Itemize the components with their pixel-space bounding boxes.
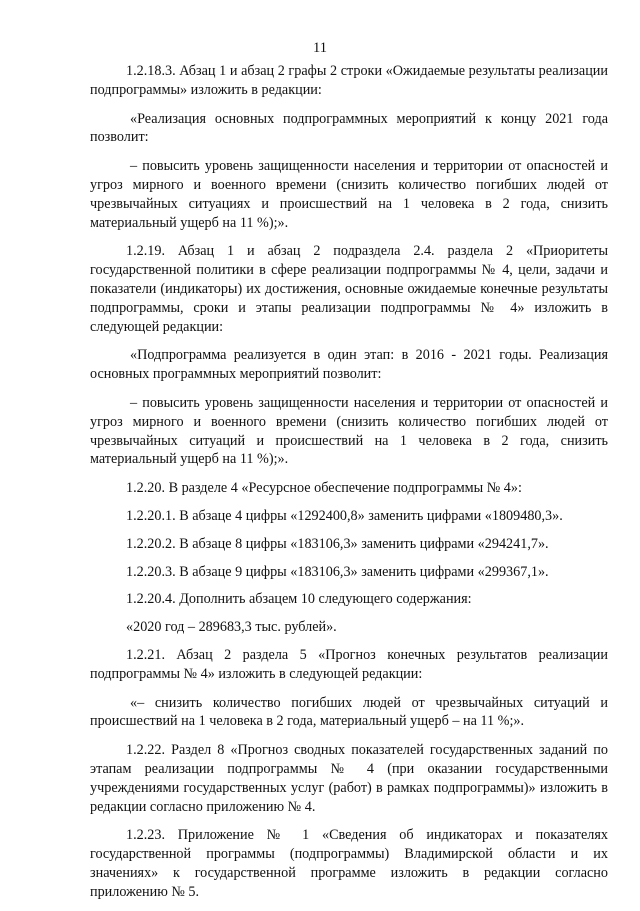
paragraph-1-2-20: 1.2.20. В разделе 4 «Ресурсное обеспечение подпрограммы № 4»: [126,480,522,497]
paragraph-1-2-21: 1.2.21. Абзац 2 раздела 5 «Прогноз конечных результатов реализации подпрограммы № 4» изложить в следующей редакции: [90,646,608,682]
paragraph-1-2-22: 1.2.22. Раздел 8 «Прогноз сводных показателей государственных заданий по этапам реализации подпрограммы № 4 (при оказании государственными учреждениями государственных услуг (работ) в рамках подпрограммы)» изложить в редакции согласно приложению № 4. [90,742,608,815]
paragraph-1-2-19: 1.2.19. Абзац 1 и абзац 2 подраздела 2.4. раздела 2 «Приоритеты государственной политики в сфере реализации подпрограммы № 4, цели, задачи и показатели (индикаторы) их достижения, основные ожидаемые конечные результаты подпрограммы, сроки и этапы реализации подпрограммы № 4» изложить в следующей редакции: [90,243,608,335]
paragraph-1-2-20-3: 1.2.20.3. В абзаце 9 цифры «183106,3» заменить цифрами «299367,1». [126,563,549,580]
paragraph-1-2-20-2: 1.2.20.2. В абзаце 8 цифры «183106,3» заменить цифрами «294241,7». [126,535,549,552]
quoted-bullet-paragraph: – повысить уровень защищенности населения и территории от опасностей и угроз мирного и военного времени (снизить количество погибших людей от чрезвычайных ситуациях и происшествий на 1 человека в 2 года, снизить материальный ущерб на 11 %);». [90,158,608,231]
quoted-forecast-paragraph: «– снизить количество погибших людей от чрезвычайных ситуаций и происшествий на 1 человека в 2 года, материальный ущерб – на 11 %;». [90,694,608,730]
paragraph-1-2-20-1: 1.2.20.1. В абзаце 4 цифры «1292400,8» заменить цифрами «1809480,3». [126,507,563,524]
quoted-stage-paragraph: «Подпрограмма реализуется в один этап: в 2016 - 2021 годы. Реализация основных программных мероприятий позволит: [90,347,608,383]
paragraph-1-2-20-4: 1.2.20.4. Дополнить абзацем 10 следующего содержания: [126,591,472,608]
paragraph-1-2-18-3: 1.2.18.3. Абзац 1 и абзац 2 графы 2 строки «Ожидаемые результаты реализации подпрограммы» изложить в редакции: [90,63,608,98]
paragraph-1-2-23: 1.2.23. Приложение № 1 «Сведения об индикаторах и показателях государственной программы (подпрограммы) Владимирской области и их значениях» к государственной программе изложить в редакции согласно приложению № 5. [90,827,608,900]
page-number: 11 [313,40,327,56]
document-body [90,62,608,911]
quoted-intro-paragraph: «Реализация основных подпрограммных мероприятий к концу 2021 года позволит: [90,110,608,146]
quoted-amount-paragraph: «2020 год – 289683,3 тыс. рублей». [126,619,337,636]
quoted-bullet-paragraph-2: – повысить уровень защищенности населения и территории от опасностей и угроз мирного и военного времени (снизить количество погибших людей от чрезвычайных ситуаций и происшествий на 1 человека в 2 года, снизить материальный ущерб на 11 %);». [90,394,608,468]
